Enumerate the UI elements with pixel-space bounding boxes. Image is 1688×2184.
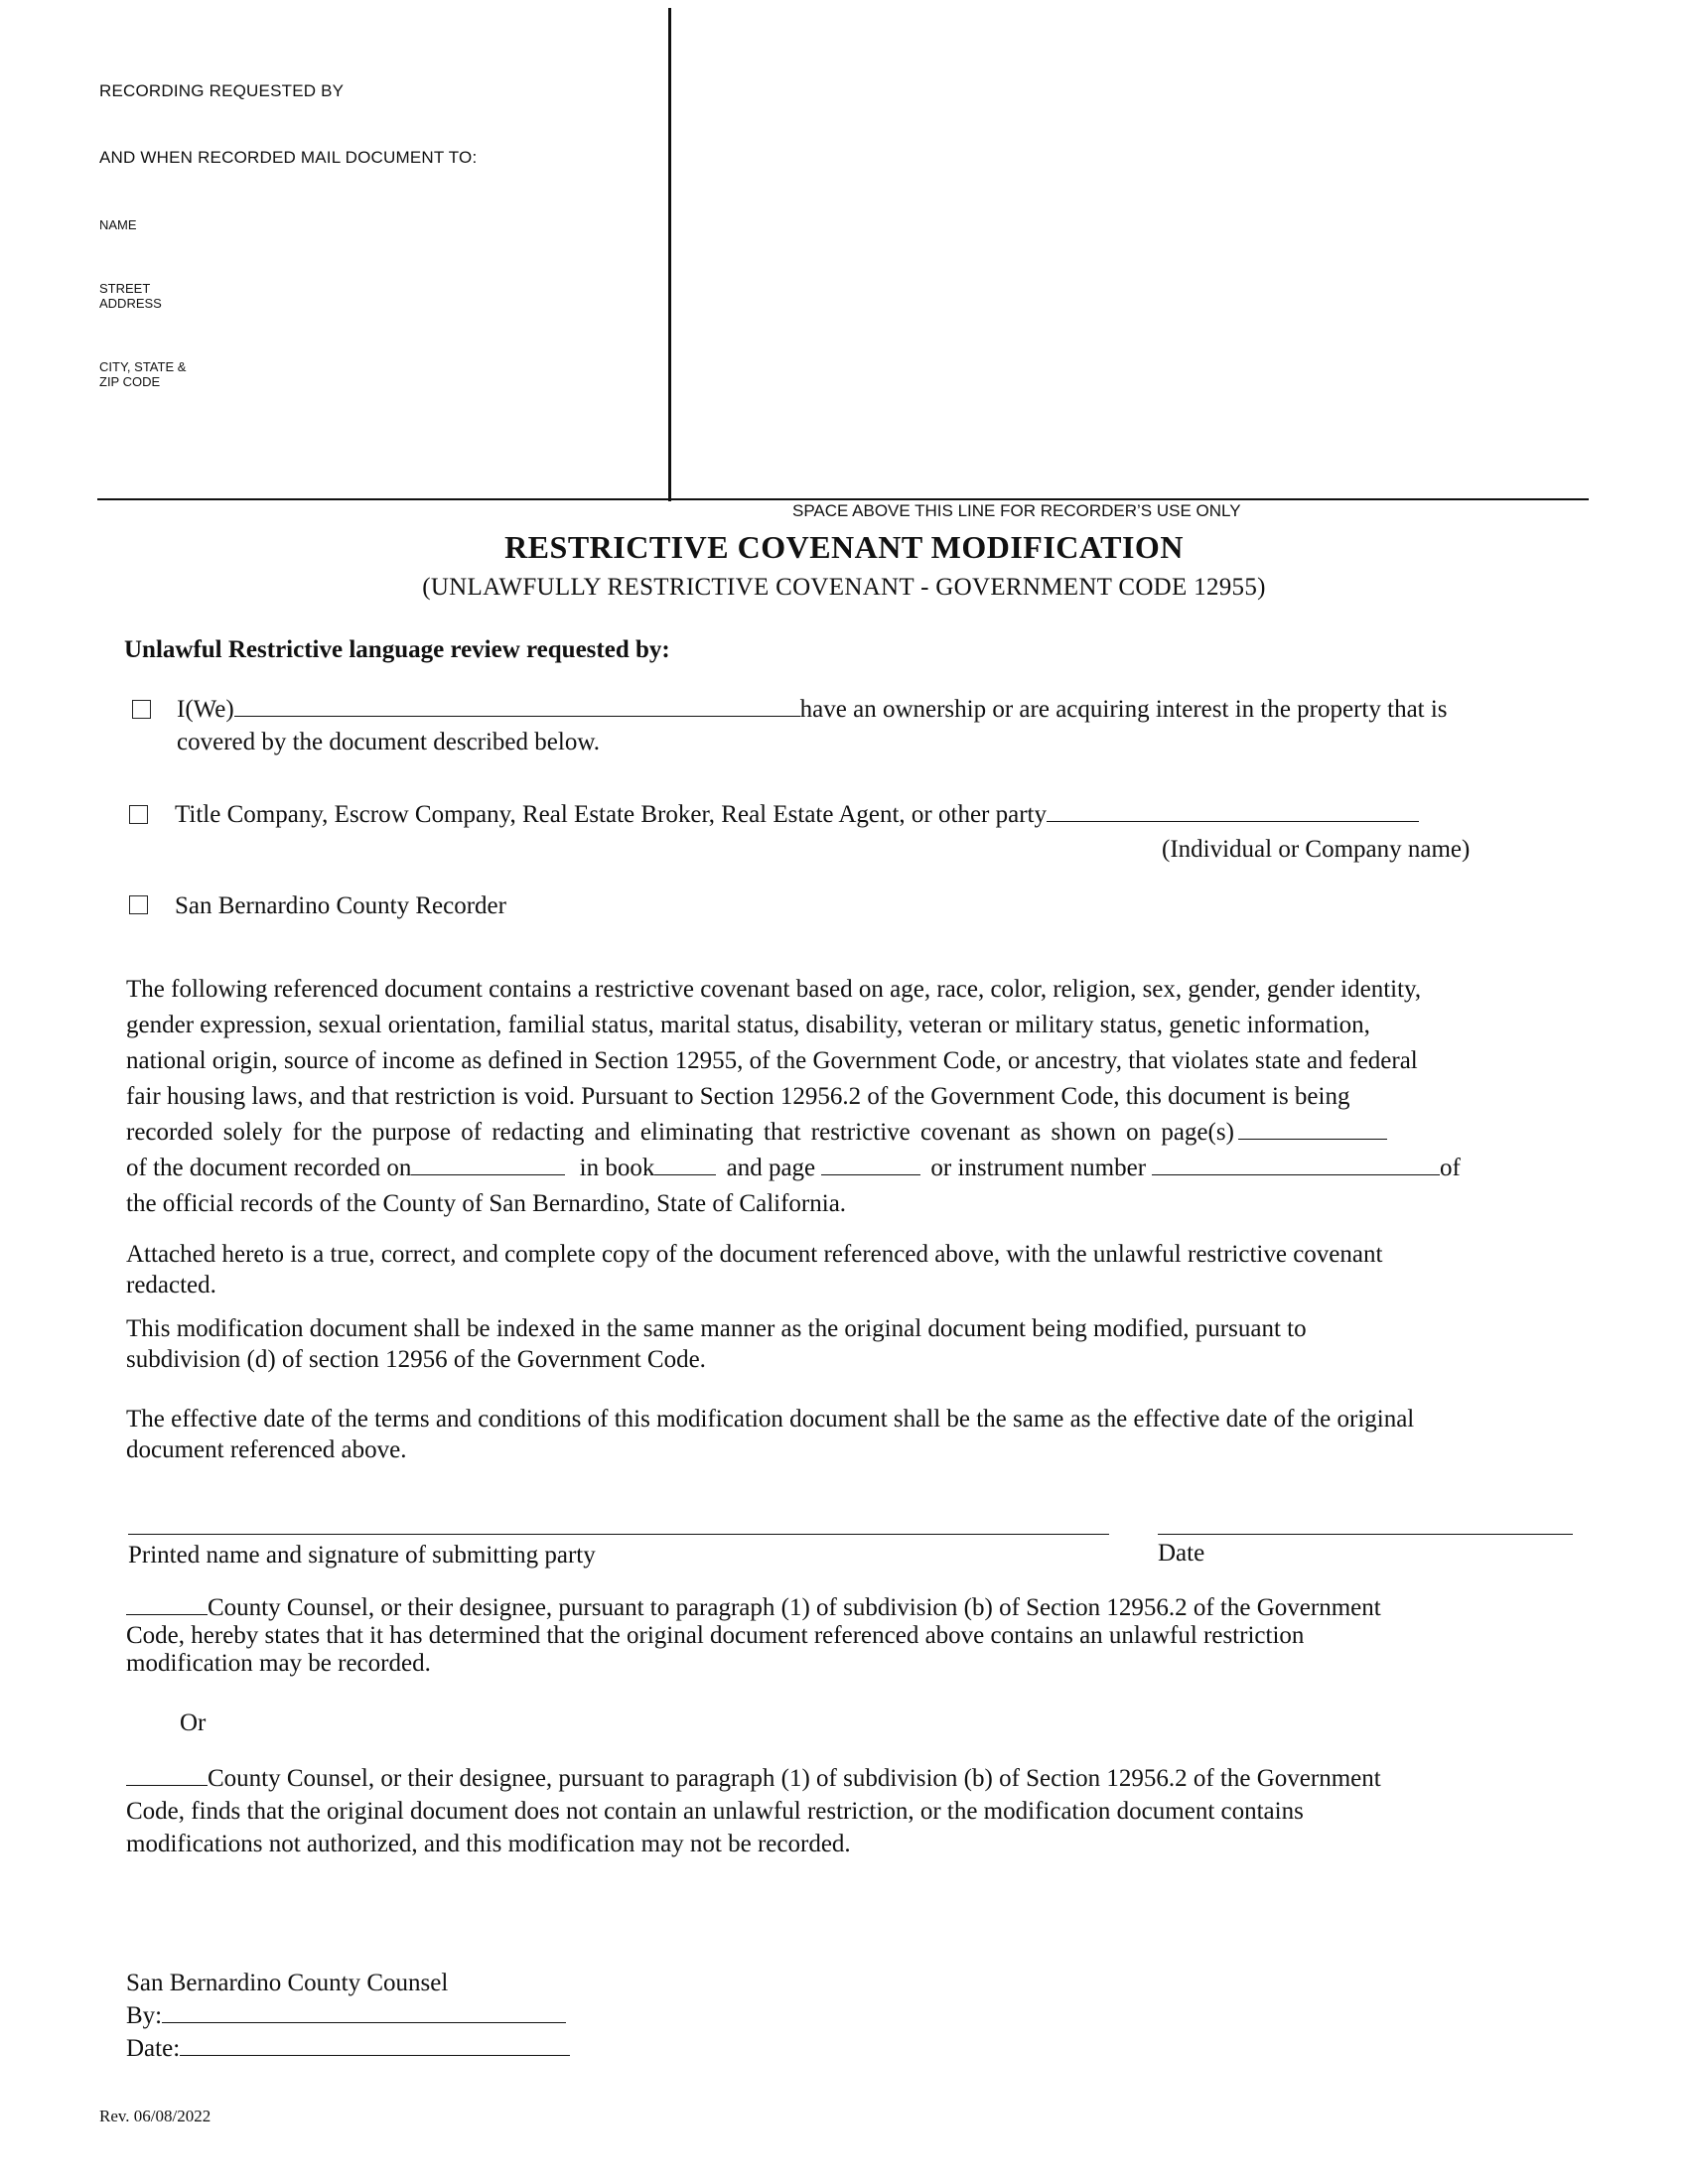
title-company-option: Title Company, Escrow Company, Real Estate Broker, Real Estate Agent, or other party — [175, 797, 1419, 833]
page-subtitle: (UNLAWFULLY RESTRICTIVE COVENANT - GOVERNMENT CODE 12955) — [422, 574, 1266, 601]
owner-option-line2: covered by the document described below. — [177, 729, 601, 755]
revision-date: Rev. 06/08/2022 — [99, 2107, 211, 2125]
county-recorder-option: San Bernardino County Recorder — [175, 892, 506, 919]
pages-field[interactable] — [1238, 1117, 1387, 1140]
recorder-use-only-note: SPACE ABOVE THIS LINE FOR RECORDER’S USE ONLY — [792, 501, 1241, 520]
recording-requested-by: RECORDING REQUESTED BY — [99, 81, 345, 100]
county-recorder-checkbox[interactable] — [129, 895, 148, 914]
counsel-approve-paragraph: County Counsel, or their designee, pursuant to paragraph (1) of subdivision (b) of Section 12956.2 of the Government Code, hereby states that it has determined that the original document referenced above contains an unlawful restriction modification may be recorded. — [126, 1594, 1381, 1677]
recorded-date-field[interactable] — [411, 1153, 565, 1175]
counsel-signature-block: San Bernardino County Counsel By: Date: — [126, 1967, 570, 2065]
attached-paragraph: Attached hereto is a true, correct, and complete copy of the document referenced above, with the unlawful restrictive covenant redacted. — [126, 1241, 1383, 1298]
header-divider-vertical — [668, 8, 671, 501]
date-label: Date — [1158, 1540, 1205, 1567]
mail-to-heading: AND WHEN RECORDED MAIL DOCUMENT TO: — [99, 148, 478, 167]
page-field[interactable] — [821, 1153, 920, 1175]
title-company-checkbox[interactable] — [129, 805, 148, 824]
effective-date-paragraph: The effective date of the terms and conditions of this modification document shall be the same as the effective date of the original document referenced above. — [126, 1406, 1415, 1463]
counsel-deny-paragraph: County Counsel, or their designee, pursuant to paragraph (1) of subdivision (b) of Section 12956.2 of the Government Code, finds that the original document does not contain an unlawful restriction, or the modification document contains modifications not authorized, and this modification may not be recorded. — [126, 1765, 1381, 1857]
recorder-space-line — [97, 498, 1589, 500]
other-party-name-field[interactable] — [1047, 799, 1419, 822]
signature-line[interactable] — [128, 1534, 1109, 1535]
city-state-zip-label: CITY, STATE & ZIP CODE — [99, 359, 187, 389]
covenant-paragraph: The following referenced document contains a restrictive covenant based on age, race, color, religion, sex, gender, gender identity, gender expression, sexual orientation, familial status, marital status, disability, veteran or military status, genetic information, national origin, source of income as defined in Section 12955, of the Government Code, or ancestry, that violates state and federal fair housing laws, and that restriction is void. Pursuant to Section 12956.2 of the Government Code, this document is being recorded solely for the purpose of redacting and eliminating that restrictive covenant as shown on page(s) of the document recorded on in book and page or instrument number of the official records of the County of San Bernardino, State of California. — [126, 976, 1461, 1217]
date-line[interactable] — [1158, 1534, 1573, 1535]
printed-name-label: Printed name and signature of submitting party — [128, 1542, 596, 1569]
book-field[interactable] — [654, 1153, 716, 1175]
instrument-number-field[interactable] — [1152, 1153, 1440, 1175]
name-label: NAME — [99, 217, 137, 232]
owner-name-field[interactable] — [234, 694, 800, 717]
indexed-paragraph: This modification document shall be indexed in the same manner as the original document being modified, pursuant to subdivision (d) of section 12956 of the Government Code. — [126, 1315, 1307, 1373]
owner-option: I(We) have an ownership or are acquiring interest in the property that is — [177, 696, 1448, 723]
company-name-note: (Individual or Company name) — [1162, 836, 1471, 863]
or-label: Or — [180, 1709, 207, 1736]
owner-checkbox[interactable] — [132, 700, 151, 719]
counsel-by-field[interactable] — [162, 2000, 566, 2023]
counsel-deny-initial-field[interactable] — [126, 1763, 208, 1786]
street-label: STREET ADDRESS — [99, 281, 162, 311]
review-heading: Unlawful Restrictive language review requested by: — [124, 636, 670, 663]
counsel-date-field[interactable] — [180, 2033, 570, 2056]
page-title: RESTRICTIVE COVENANT MODIFICATION — [504, 529, 1184, 565]
counsel-approve-initial-field[interactable] — [126, 1592, 208, 1615]
